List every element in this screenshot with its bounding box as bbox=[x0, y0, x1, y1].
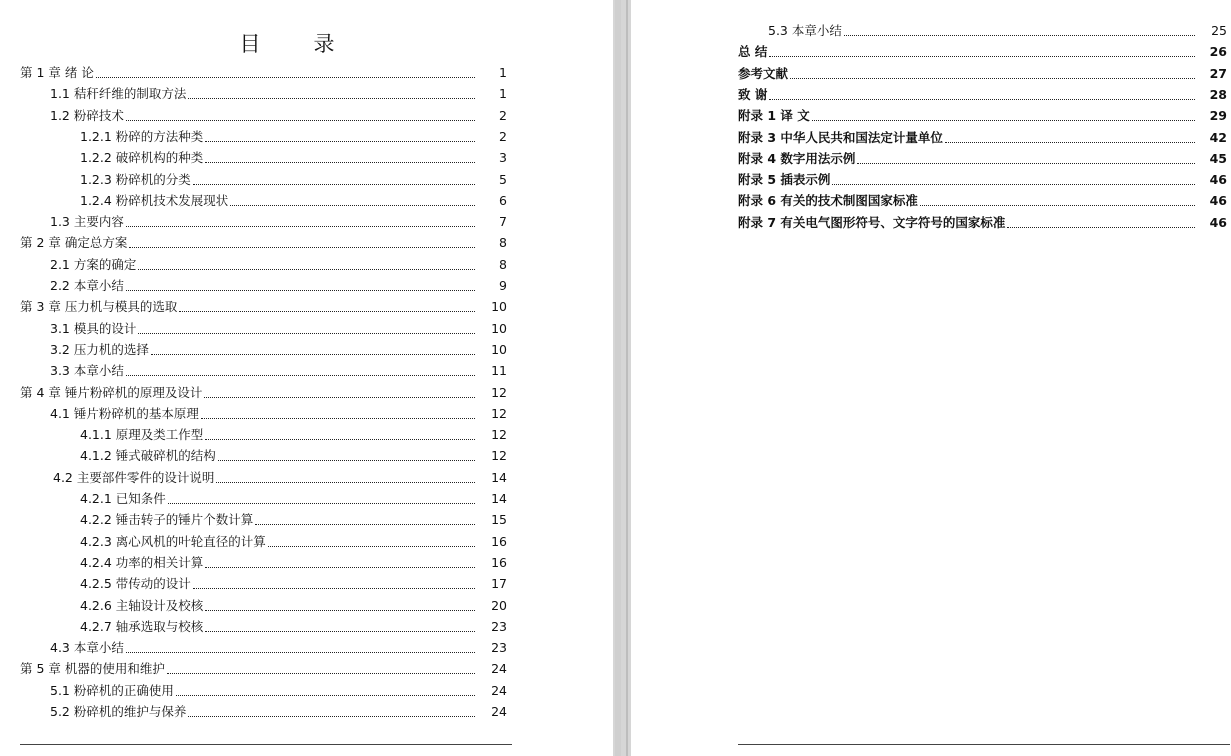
toc-entry-page-number: 24 bbox=[491, 661, 507, 677]
toc-entry[interactable] bbox=[80, 128, 507, 146]
toc-entry-page-number: 45 bbox=[1209, 150, 1227, 166]
toc-entry-label: 2.2 本章小结 bbox=[50, 278, 124, 293]
toc-entry[interactable] bbox=[80, 597, 507, 615]
dot-leader bbox=[126, 651, 475, 653]
dot-leader bbox=[201, 417, 475, 419]
toc-entry-page-number: 12 bbox=[491, 384, 507, 400]
toc-entry-label: 附录 6 有关的技术制图国家标准 bbox=[738, 193, 918, 209]
toc-entry-label: 3.3 本章小结 bbox=[50, 363, 124, 379]
toc-entry-label: 参考文献 bbox=[738, 65, 789, 81]
toc-entry-label: 总 结 bbox=[738, 44, 768, 60]
dot-leader bbox=[769, 55, 1195, 57]
dot-leader bbox=[812, 119, 1195, 121]
toc-entry-page-number: 10 bbox=[491, 320, 507, 336]
toc-entry-page-number: 46 bbox=[1209, 193, 1227, 209]
dot-leader bbox=[844, 34, 1195, 36]
toc-entry-label: 1.2 粉碎技术 bbox=[50, 107, 124, 123]
toc-entry-label: 5.2 粉碎机的维护与保养 bbox=[50, 704, 187, 719]
toc-entry-page-number: 28 bbox=[1209, 86, 1227, 102]
toc-entry-label: 3.2 压力机的选择 bbox=[50, 341, 149, 357]
page-gutter bbox=[613, 0, 631, 756]
toc-entry-label: 4.2 主要部件零件的设计说明 bbox=[53, 469, 215, 485]
toc-entry-page-number: 1 bbox=[499, 86, 507, 102]
dot-leader bbox=[945, 141, 1195, 143]
toc-entry-page-number: 16 bbox=[491, 533, 507, 549]
toc-entry-page-number: 29 bbox=[1209, 108, 1227, 124]
dot-leader bbox=[204, 396, 475, 398]
toc-entry-label: 4.2.4 功率的相关计算 bbox=[80, 554, 204, 570]
document-page-left bbox=[0, 0, 613, 756]
dot-leader bbox=[205, 630, 475, 632]
toc-entry-page-number: 15 bbox=[491, 512, 507, 528]
toc-entry-page-number: 46 bbox=[1209, 214, 1227, 230]
dot-leader bbox=[151, 353, 475, 355]
page-footer-rule bbox=[20, 744, 512, 745]
toc-entry[interactable] bbox=[50, 213, 507, 231]
dot-leader bbox=[205, 140, 475, 142]
page-footer-rule bbox=[738, 744, 1230, 745]
toc-entry-label: 1.2.3 粉碎机的分类 bbox=[80, 171, 191, 187]
toc-entry-page-number: 25 bbox=[1211, 23, 1227, 38]
toc-entry[interactable] bbox=[50, 639, 507, 657]
dot-leader bbox=[126, 374, 475, 376]
toc-entry-label: 1.3 主要内容 bbox=[50, 214, 124, 230]
toc-entry[interactable] bbox=[80, 192, 507, 210]
toc-entry-label: 4.1.1 原理及类工作型 bbox=[80, 427, 204, 443]
toc-entry-page-number: 16 bbox=[491, 554, 507, 570]
toc-entry-page-number: 14 bbox=[491, 469, 507, 485]
toc-entry[interactable] bbox=[50, 256, 507, 274]
toc-entry-label: 4.2.1 已知条件 bbox=[80, 491, 166, 506]
toc-entry-label: 第 5 章 机器的使用和维护 bbox=[20, 661, 165, 677]
toc-entry-page-number: 5 bbox=[499, 171, 507, 187]
toc-entry[interactable] bbox=[738, 107, 1227, 125]
dot-leader bbox=[167, 672, 475, 674]
dot-leader bbox=[255, 523, 475, 525]
toc-entry[interactable] bbox=[20, 660, 507, 678]
toc-entry[interactable] bbox=[738, 171, 1227, 189]
toc-entry-label: 1.2.2 破碎机构的种类 bbox=[80, 150, 204, 166]
toc-entry-label: 附录 5 插表示例 bbox=[738, 172, 831, 188]
toc-entry[interactable] bbox=[738, 43, 1227, 61]
toc-entry[interactable] bbox=[738, 129, 1227, 147]
toc-entry-label: 4.2.5 带传动的设计 bbox=[80, 576, 191, 592]
toc-entry-page-number: 23 bbox=[491, 640, 507, 656]
toc-entry-page-number: 26 bbox=[1209, 44, 1227, 60]
dot-leader bbox=[790, 77, 1195, 79]
toc-entry[interactable] bbox=[80, 447, 507, 465]
toc-entry-label: 附录 4 数字用法示例 bbox=[738, 150, 856, 166]
toc-entry-label: 5.1 粉碎机的正确使用 bbox=[50, 682, 174, 698]
toc-entry[interactable] bbox=[80, 618, 507, 636]
toc-entry[interactable] bbox=[80, 171, 507, 189]
toc-entry-page-number: 8 bbox=[499, 256, 507, 272]
toc-entry-label: 第 3 章 压力机与模具的选取 bbox=[20, 299, 178, 315]
toc-entry[interactable] bbox=[50, 107, 507, 125]
toc-entry-label: 3.1 模具的设计 bbox=[50, 320, 137, 336]
toc-entry[interactable] bbox=[20, 298, 507, 316]
dot-leader bbox=[769, 98, 1195, 100]
toc-entry-page-number: 27 bbox=[1209, 65, 1227, 81]
dot-leader bbox=[205, 161, 475, 163]
toc-entry-page-number: 42 bbox=[1209, 129, 1227, 145]
dot-leader bbox=[179, 310, 475, 312]
toc-entry[interactable] bbox=[80, 149, 507, 167]
toc-entry-page-number: 7 bbox=[499, 214, 507, 230]
dot-leader bbox=[193, 183, 475, 185]
dot-leader bbox=[216, 481, 475, 483]
toc-entry-page-number: 10 bbox=[491, 299, 507, 315]
toc-entry[interactable] bbox=[738, 150, 1227, 168]
dot-leader bbox=[920, 204, 1195, 206]
dot-leader bbox=[218, 459, 475, 461]
toc-entry[interactable] bbox=[53, 469, 507, 487]
toc-entry[interactable] bbox=[80, 554, 507, 572]
toc-entry[interactable] bbox=[20, 384, 507, 402]
dot-leader bbox=[96, 76, 475, 78]
toc-entry-label: 4.3 本章小结 bbox=[50, 640, 124, 656]
toc-entry-page-number: 20 bbox=[491, 597, 507, 613]
toc-entry-label: 第 1 章 绪 论 bbox=[20, 65, 94, 80]
toc-entry[interactable] bbox=[50, 405, 507, 423]
toc-entry-label: 附录 7 有关电气图形符号、文字符号的国家标准 bbox=[738, 214, 1006, 230]
dot-leader bbox=[138, 268, 475, 270]
toc-entry-page-number: 6 bbox=[499, 192, 507, 208]
toc-entry-page-number: 14 bbox=[491, 491, 507, 506]
dot-leader bbox=[205, 438, 475, 440]
dot-leader bbox=[126, 225, 475, 227]
toc-entry-label: 附录 1 译 文 bbox=[738, 108, 810, 124]
dot-leader bbox=[205, 566, 475, 568]
toc-entry-label: 1.2.1 粉碎的方法种类 bbox=[80, 128, 204, 144]
toc-entry-page-number: 2 bbox=[499, 128, 507, 144]
toc-entry[interactable] bbox=[50, 85, 507, 103]
dot-leader bbox=[188, 97, 475, 99]
toc-entry-label: 4.2.7 轴承选取与校核 bbox=[80, 618, 204, 634]
toc-entry-page-number: 12 bbox=[491, 427, 507, 443]
toc-entry-label: 4.2.3 离心风机的叶轮直径的计算 bbox=[80, 533, 266, 549]
dot-leader bbox=[230, 204, 475, 206]
toc-entry-page-number: 12 bbox=[491, 405, 507, 421]
dot-leader bbox=[268, 545, 475, 547]
toc-entry-page-number: 1 bbox=[499, 65, 507, 80]
toc-entry[interactable] bbox=[80, 533, 507, 551]
toc-entry-page-number: 9 bbox=[499, 278, 507, 293]
toc-entry[interactable] bbox=[80, 426, 507, 444]
toc-entry[interactable] bbox=[50, 362, 507, 380]
toc-entry[interactable] bbox=[80, 575, 507, 593]
dot-leader bbox=[857, 162, 1195, 164]
toc-entry-label: 4.2.2 锤击转子的锤片个数计算 bbox=[80, 512, 254, 528]
toc-entry-label: 2.1 方案的确定 bbox=[50, 256, 137, 272]
toc-entry-page-number: 11 bbox=[491, 363, 507, 379]
document-page-right bbox=[631, 0, 1231, 756]
dot-leader bbox=[1007, 226, 1195, 228]
toc-entry-label: 第 4 章 锤片粉碎机的原理及设计 bbox=[20, 384, 203, 400]
toc-entry[interactable] bbox=[738, 214, 1227, 232]
toc-entry[interactable] bbox=[50, 320, 507, 338]
toc-entry[interactable] bbox=[80, 511, 507, 529]
toc-entry-label: 附录 3 中华人民共和国法定计量单位 bbox=[738, 129, 943, 145]
dot-leader bbox=[188, 715, 475, 717]
toc-entry-page-number: 24 bbox=[491, 704, 507, 719]
dot-leader bbox=[832, 183, 1195, 185]
toc-entry-page-number: 3 bbox=[499, 150, 507, 166]
toc-entry[interactable] bbox=[738, 192, 1227, 210]
toc-entry-page-number: 10 bbox=[491, 341, 507, 357]
dot-leader bbox=[126, 289, 475, 291]
toc-entry-page-number: 46 bbox=[1209, 172, 1227, 188]
toc-entry-label: 4.1 锤片粉碎机的基本原理 bbox=[50, 405, 199, 421]
toc-entry-label: 5.3 本章小结 bbox=[768, 23, 842, 38]
dot-leader bbox=[129, 246, 475, 248]
toc-entry-label: 4.1.2 锤式破碎机的结构 bbox=[80, 448, 216, 464]
toc-entry[interactable] bbox=[50, 341, 507, 359]
toc-entry[interactable] bbox=[50, 682, 507, 700]
toc-entry[interactable] bbox=[50, 277, 507, 295]
toc-entry-page-number: 2 bbox=[499, 107, 507, 123]
dot-leader bbox=[138, 332, 475, 334]
toc-entry[interactable] bbox=[20, 234, 507, 252]
dot-leader bbox=[168, 502, 475, 504]
dot-leader bbox=[193, 587, 475, 589]
toc-title: 目 录 bbox=[239, 32, 351, 56]
toc-entry-label: 致 谢 bbox=[738, 86, 768, 102]
dot-leader bbox=[176, 694, 475, 696]
toc-entry[interactable] bbox=[738, 65, 1227, 83]
toc-entry-page-number: 24 bbox=[491, 682, 507, 698]
toc-entry-page-number: 8 bbox=[499, 235, 507, 251]
toc-entry[interactable] bbox=[738, 86, 1227, 104]
toc-entry-page-number: 17 bbox=[491, 576, 507, 592]
toc-entry[interactable] bbox=[768, 22, 1227, 40]
toc-entry-label: 1.2.4 粉碎机技术发展现状 bbox=[80, 192, 229, 208]
toc-entry-label: 1.1 秸秆纤维的制取方法 bbox=[50, 86, 187, 102]
dot-leader bbox=[126, 119, 475, 121]
toc-entry[interactable] bbox=[80, 490, 507, 508]
dot-leader bbox=[205, 609, 475, 611]
toc-entry-page-number: 12 bbox=[491, 448, 507, 464]
toc-entry-label: 第 2 章 确定总方案 bbox=[20, 235, 128, 251]
toc-entry[interactable] bbox=[20, 64, 507, 82]
toc-entry-page-number: 23 bbox=[491, 618, 507, 634]
toc-entry-label: 4.2.6 主轴设计及校核 bbox=[80, 597, 204, 613]
toc-entry[interactable] bbox=[50, 703, 507, 721]
